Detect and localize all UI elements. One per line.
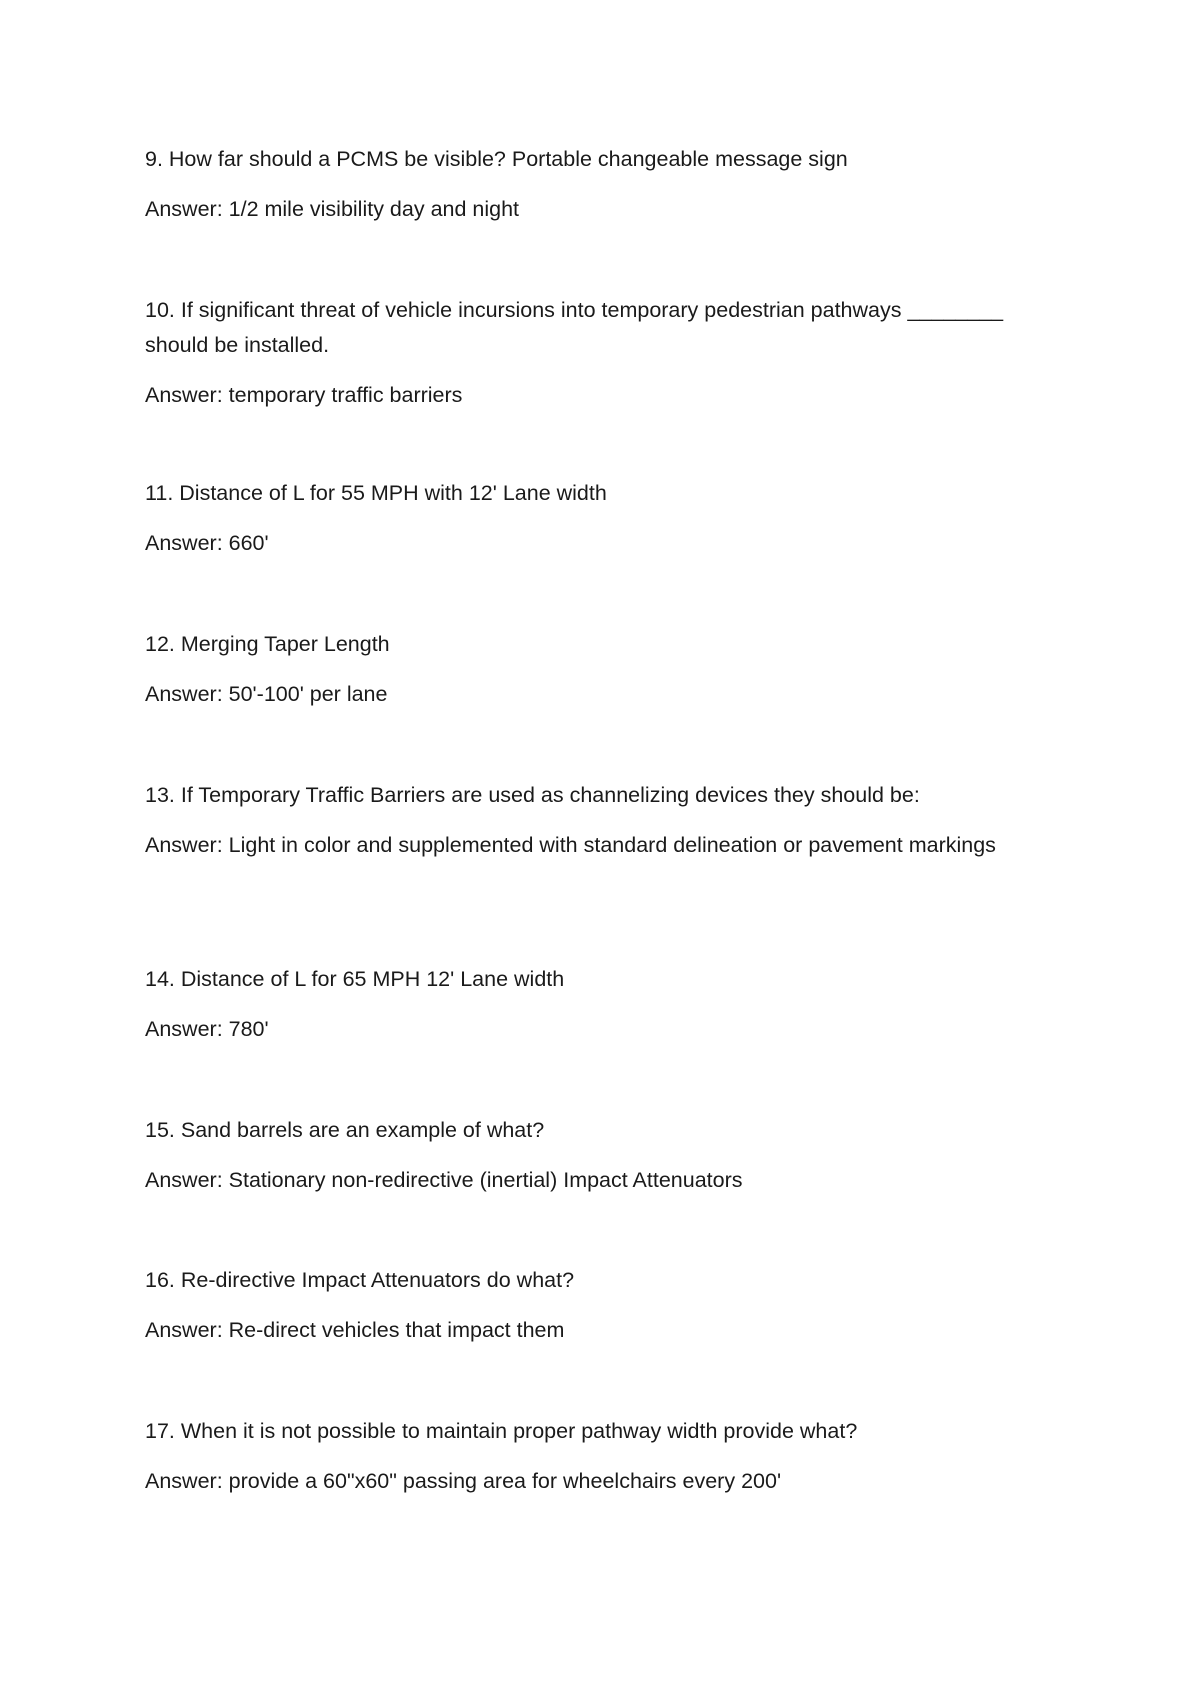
qa-item-11 bbox=[145, 476, 1005, 561]
answer-text: Answer: 1/2 mile visibility day and night bbox=[145, 197, 520, 221]
question-text: 14. Distance of L for 65 MPH 12' Lane width bbox=[145, 967, 565, 991]
qa-item-9 bbox=[145, 142, 1005, 227]
qa-item-16 bbox=[145, 1263, 1005, 1348]
answer-text: Answer: 660' bbox=[145, 531, 269, 555]
answer-text: Answer: provide a 60"x60" passing area for wheelchairs every 200' bbox=[145, 1469, 782, 1493]
qa-item-13 bbox=[145, 778, 1005, 863]
qa-item-15 bbox=[145, 1113, 1005, 1198]
qa-item-17 bbox=[145, 1414, 1005, 1499]
answer-text: Answer: 50'-100' per lane bbox=[145, 682, 388, 706]
question-text: 13. If Temporary Traffic Barriers are used as channelizing devices they should be: bbox=[145, 783, 920, 807]
answer-text: Answer: Re-direct vehicles that impact them bbox=[145, 1318, 565, 1342]
qa-item-12 bbox=[145, 627, 1005, 712]
qa-item-10 bbox=[145, 293, 1005, 413]
question-text: 16. Re-directive Impact Attenuators do what? bbox=[145, 1268, 575, 1292]
question-text: 17. When it is not possible to maintain proper pathway width provide what? bbox=[145, 1419, 858, 1443]
question-text: 10. If significant threat of vehicle incursions into temporary pedestrian pathways ________ should be installed. bbox=[145, 298, 1004, 357]
qa-item-14 bbox=[145, 962, 1005, 1047]
answer-text: Answer: Light in color and supplemented with standard delineation or pavement markings bbox=[145, 833, 996, 857]
question-text: 12. Merging Taper Length bbox=[145, 632, 390, 656]
question-text: 9. How far should a PCMS be visible? Portable changeable message sign bbox=[145, 147, 848, 171]
question-text: 11. Distance of L for 55 MPH with 12' Lane width bbox=[145, 481, 607, 505]
question-text: 15. Sand barrels are an example of what? bbox=[145, 1118, 545, 1142]
answer-text: Answer: Stationary non-redirective (inertial) Impact Attenuators bbox=[145, 1168, 743, 1192]
answer-text: Answer: temporary traffic barriers bbox=[145, 383, 463, 407]
answer-text: Answer: 780' bbox=[145, 1017, 269, 1041]
